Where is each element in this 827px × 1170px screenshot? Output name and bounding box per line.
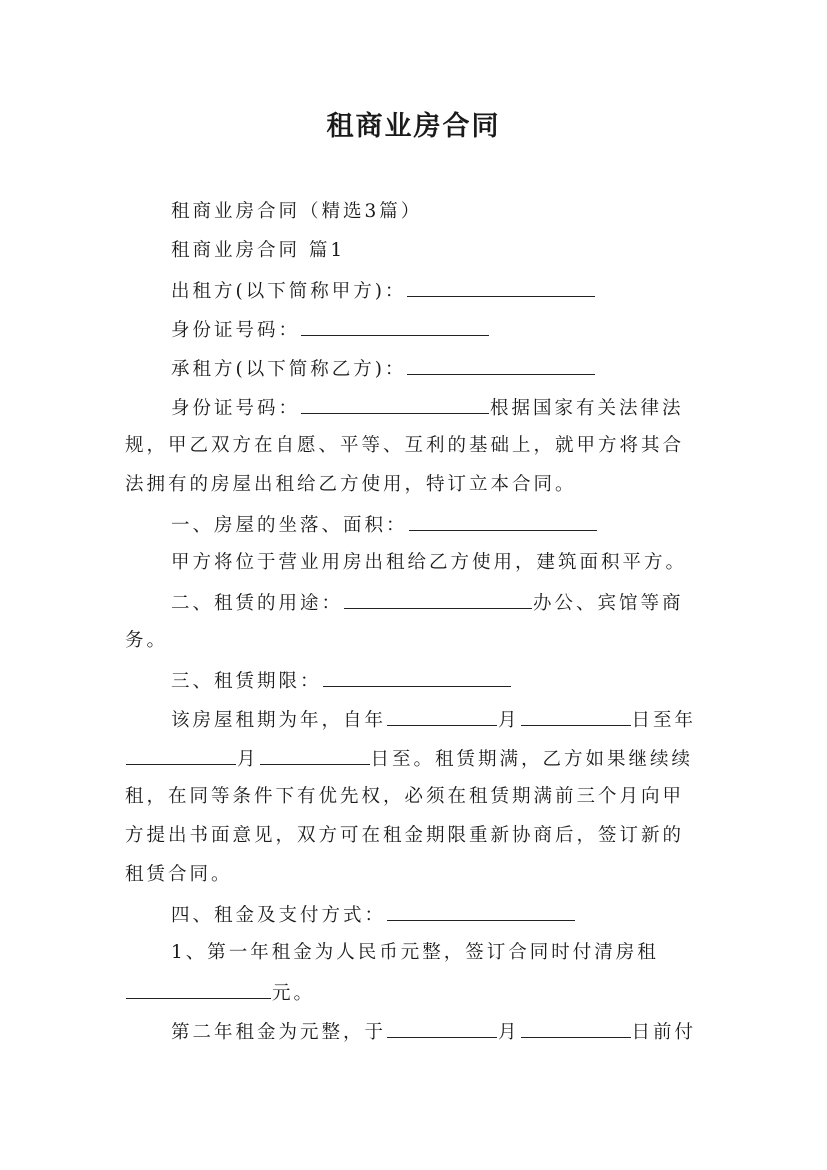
fill-blank xyxy=(387,902,575,921)
lessee-id-line xyxy=(171,395,761,421)
paragraph-line xyxy=(125,746,715,772)
text: 规，甲乙双方在自愿、平等、互利的基础上，就甲方将其合 xyxy=(125,435,685,456)
subtitle-line xyxy=(171,200,761,224)
text: 二、租赁的用途： xyxy=(171,593,344,614)
text: 法拥有的房屋出租给乙方使用，特订立本合同。 xyxy=(125,474,577,495)
fill-blank xyxy=(323,668,511,687)
fill-blank xyxy=(387,1019,497,1038)
text: 四、租金及支付方式： xyxy=(171,905,387,926)
fill-blank xyxy=(521,1019,631,1038)
lessor-line xyxy=(171,278,761,304)
text: 日至年 xyxy=(631,710,697,731)
paragraph-line xyxy=(125,980,715,1006)
fill-blank xyxy=(301,395,489,414)
lessee-line xyxy=(171,356,761,382)
text: 1、第一年租金为人民币元整，签订合同时付清房租 xyxy=(171,942,659,963)
fill-blank xyxy=(301,317,489,336)
text: 务。 xyxy=(125,630,169,651)
fill-blank xyxy=(260,746,370,765)
clause-heading xyxy=(171,668,761,694)
text: 身份证号码： xyxy=(171,398,301,419)
lessor-id-line xyxy=(171,317,761,343)
text: 租，在同等条件下有优先权，必须在租赁期满前三个月向甲 xyxy=(125,786,685,807)
text: 租商业房合同 篇1 xyxy=(171,240,346,261)
paragraph-line xyxy=(125,473,715,497)
fill-blank xyxy=(387,707,497,726)
text: 三、租赁期限： xyxy=(171,671,322,692)
paragraph-line xyxy=(171,941,761,965)
text: 月 xyxy=(498,1022,520,1043)
text: 元。 xyxy=(272,983,316,1004)
fill-blank xyxy=(126,980,271,999)
paragraph-line xyxy=(171,1019,761,1045)
fill-blank xyxy=(126,746,236,765)
paragraph-line xyxy=(125,785,715,809)
text: 日前付 xyxy=(631,1022,697,1043)
fill-blank xyxy=(407,356,595,375)
text: 租商业房合同（精选3篇） xyxy=(171,201,423,222)
text: 第二年租金为元整，于 xyxy=(171,1022,387,1043)
text: 承租方(以下简称乙方)： xyxy=(171,359,407,380)
paragraph-line xyxy=(125,434,715,458)
paragraph-line xyxy=(125,824,715,848)
text: 身份证号码： xyxy=(171,320,301,341)
text: 根据国家有关法律法 xyxy=(490,398,684,419)
text: 一、房屋的坐落、面积： xyxy=(171,515,408,536)
paragraph-line xyxy=(171,707,761,733)
document-title: 租商业房合同 xyxy=(326,111,501,142)
clause-heading xyxy=(171,902,761,928)
text: 甲方将位于营业用房出租给乙方使用，建筑面积平方。 xyxy=(171,552,688,573)
paragraph-line xyxy=(171,551,761,575)
clause-heading xyxy=(171,590,761,616)
text: 出租方(以下简称甲方)： xyxy=(171,281,407,302)
text: 方提出书面意见，双方可在租金期限重新协商后，签订新的 xyxy=(125,825,685,846)
text: 月 xyxy=(237,749,259,770)
text: 该房屋租期为年，自年 xyxy=(171,710,387,731)
paragraph-line xyxy=(125,863,715,887)
text: 月 xyxy=(498,710,520,731)
section-heading xyxy=(171,239,761,263)
text: 日至。租赁期满，乙方如果继续续 xyxy=(370,749,694,770)
fill-blank xyxy=(344,590,532,609)
paragraph-line xyxy=(125,629,715,653)
text: 办公、宾馆等商 xyxy=(533,593,684,614)
fill-blank xyxy=(521,707,631,726)
fill-blank xyxy=(409,512,597,531)
clause-heading xyxy=(171,512,761,538)
fill-blank xyxy=(407,278,595,297)
text: 租赁合同。 xyxy=(125,864,233,885)
